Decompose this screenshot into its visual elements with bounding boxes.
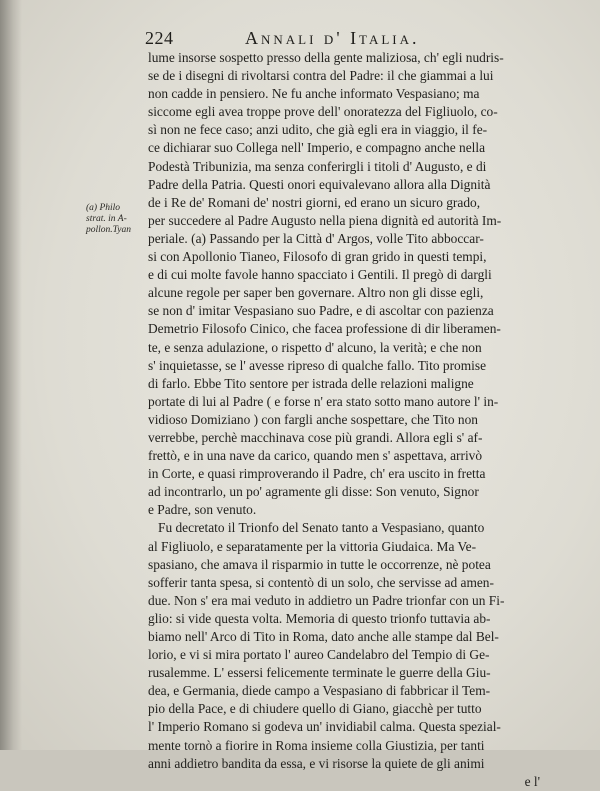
text-line: Demetrio Filosofo Cinico, che facea professione di dir liberamen- — [148, 321, 501, 337]
text-line: al Figliuolo, e separatamente per la vittoria Giudaica. Ma Ve- — [148, 538, 477, 554]
text-line: de i Re de' Romani de' nostri giorni, ed erano un sicuro grado, — [148, 194, 481, 210]
text-line: frettò, e in una nave da carico, quando men s' aspettava, arrivò — [148, 448, 483, 464]
text-line: periale. (a) Passando per la Città d' Argos, volle Tito abboccar- — [148, 230, 484, 246]
text-line: di farlo. Ebbe Tito sentore per istrada delle relazioni maligne — [148, 375, 474, 391]
body-text — [148, 49, 546, 791]
text-line: alcune regole per saper ben governare. Altro non gli disse egli, — [148, 285, 484, 301]
text-line: glio: si vide questa volta. Memoria di questo trionfo tuttavia ab- — [148, 610, 491, 626]
text-line: anni addietro bandita da essa, e vi risorse la quiete de gli animi — [148, 755, 485, 771]
text-line: Fu decretato il Trionfo del Senato tanto a Vespasiano, quanto — [158, 520, 485, 536]
text-line: siccome egli avea troppe prove dell' onoratezza del Figliuolo, co- — [148, 104, 498, 120]
text-line: sì non ne fece caso; anzi udito, che già egli era in viaggio, il fe- — [148, 122, 488, 138]
text-line: s' inquietasse, se l' avesse ripreso di qualche fallo. Tito promise — [148, 357, 487, 373]
text-line: Podestà Tribunizia, ma senza conferirgli i titoli d' Augusto, e di — [148, 158, 487, 174]
text-line: biamo nell' Arco di Tito in Roma, dato anche alle stampe dal Bel- — [148, 629, 499, 644]
text-line: per succedere al Padre Augusto nella piena dignità ed autorità Im- — [148, 212, 502, 228]
text-line: e Padre, son venuto. — [148, 502, 257, 518]
running-head: Annali d' Italia. — [245, 28, 420, 48]
text-line: verrebbe, perchè macchinava cose più grandi. Allora egli s' af- — [148, 429, 483, 445]
text-line: due. Non s' era mai veduto in addietro un Padre trionfar con un Fi- — [148, 592, 505, 608]
margin-note-line: (a) Philo — [86, 203, 121, 213]
text-line: non cadde in pensiero. Ne fu anche informato Vespasiano; ma — [148, 86, 480, 102]
margin-note-line: strat. in A- — [86, 214, 127, 224]
text-line: se de i disegni di rivoltarsi contra del Padre: il che giammai a lui — [148, 68, 494, 84]
text-line: dea, e Germania, diede campo a Vespasiano di fabbricar il Tem- — [148, 683, 491, 699]
catchword: e l' — [524, 773, 540, 789]
text-line: sofferir tanta spesa, si contentò di un solo, che servisse ad amen- — [148, 574, 494, 590]
paragraph — [148, 519, 546, 772]
margin-note — [86, 203, 148, 236]
text-line: si con Apollonio Tianeo, Filosofo di gran grido in questi tempi, — [148, 249, 487, 265]
text-line: portate di lui al Padre ( e forse n' era stato sotto mano autore l' in- — [148, 393, 499, 409]
text-line: rusalemme. L' essersi felicemente terminate le guerre della Giu- — [148, 665, 491, 681]
text-line: l' Imperio Romano si godeva un' invidiabil calma. Questa spezial- — [148, 719, 501, 735]
text-line: mente tornò a fiorire in Roma insieme colla Giustizia, per tanti — [148, 737, 485, 753]
text-line: te, e senza adulazione, o rispetto d' alcuno, la verità; e che non — [148, 339, 482, 355]
text-line: pio della Pace, e di chiudere quello di Giano, giacchè per tutto — [148, 701, 482, 717]
text-line: lorio, e vi si mira portato l' aureo Candelabro del Tempio di Ge- — [148, 647, 490, 663]
text-line: e di cui molte favole hanno spacciato i Gentili. Il pregò di dargli — [148, 267, 492, 283]
text-line: lume insorse sospetto presso della gente maliziosa, ch' egli nudris- — [148, 50, 504, 65]
page-number: 224 — [145, 28, 174, 48]
margin-note-line: pollon.Tyan — [86, 225, 131, 235]
page-header — [145, 28, 475, 50]
text-line: spasiano, che amava il risparmio in tutte le occorrenze, nè potea — [148, 556, 491, 572]
text-line: ce dichiarar suo Collega nell' Imperio, e compagno anche nella — [148, 140, 486, 156]
binding-gutter — [0, 0, 22, 750]
text-line: vidioso Domiziano ) con fargli anche sospettare, che Tito non — [148, 411, 478, 427]
text-line: in Corte, e quasi rimproverando il Padre, ch' era uscito in fretta — [148, 466, 486, 482]
paragraph — [148, 49, 546, 519]
text-line: se non d' imitar Vespasiano suo Padre, e di ascoltar con pazienza — [148, 303, 494, 319]
text-line: Padre della Patria. Questi onori equivalevano allora alla Dignità — [148, 176, 491, 192]
text-line: ad incontrarlo, un po' agramente gli disse: Son venuto, Signor — [148, 484, 479, 500]
